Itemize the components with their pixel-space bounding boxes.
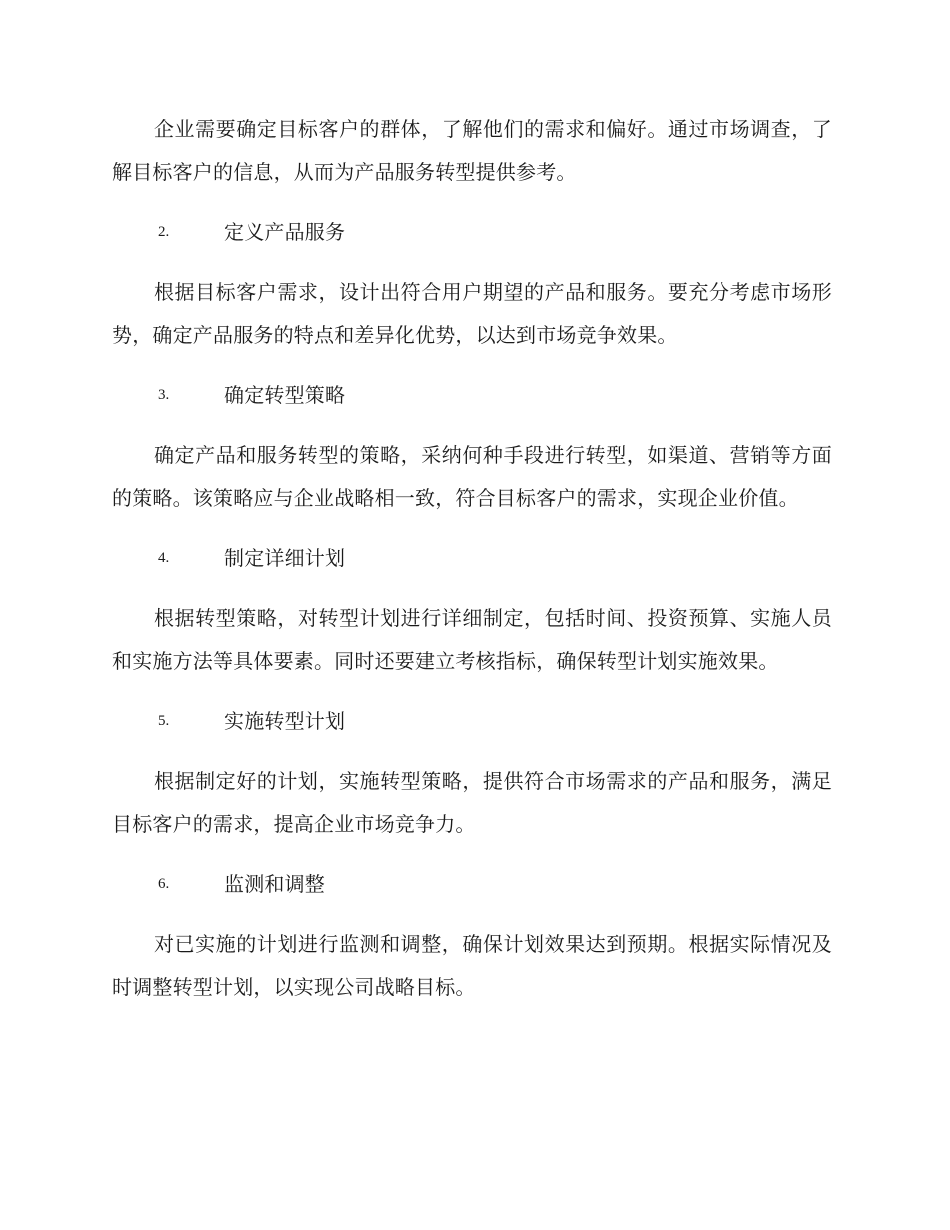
section-heading-6 xyxy=(112,863,832,906)
document-page xyxy=(112,108,832,1009)
section-title: 实施转型计划 xyxy=(224,709,346,733)
section-number: 4. xyxy=(158,550,170,566)
intro-paragraph: 企业需要确定目标客户的群体，了解他们的需求和偏好。通过市场调查，了解目标客户的信息，从而为产品服务转型提供参考。 xyxy=(112,117,832,184)
section-heading-4 xyxy=(112,537,832,580)
section-body-6: 对已实施的计划进行监测和调整，确保计划效果达到预期。根据实际情况及时调整转型计划，以实现公司战略目标。 xyxy=(112,932,832,999)
section-title: 定义产品服务 xyxy=(224,220,346,244)
section-number: 6. xyxy=(158,876,170,892)
section-heading-3 xyxy=(112,374,832,417)
section-body-3: 确定产品和服务转型的策略，采纳何种手段进行转型，如渠道、营销等方面的策略。该策略应与企业战略相一致，符合目标客户的需求，实现企业价值。 xyxy=(112,443,832,510)
section-body-4: 根据转型策略，对转型计划进行详细制定，包括时间、投资预算、实施人员和实施方法等具体要素。同时还要建立考核指标，确保转型计划实施效果。 xyxy=(112,606,832,673)
section-title: 制定详细计划 xyxy=(224,546,346,570)
section-body-2: 根据目标客户需求，设计出符合用户期望的产品和服务。要充分考虑市场形势，确定产品服务的特点和差异化优势，以达到市场竞争效果。 xyxy=(112,280,832,347)
section-number: 5. xyxy=(158,713,170,729)
section-number: 2. xyxy=(158,224,170,240)
section-number: 3. xyxy=(158,387,170,403)
section-heading-2 xyxy=(112,211,832,254)
section-title: 确定转型策略 xyxy=(224,383,346,407)
section-body-5: 根据制定好的计划，实施转型策略，提供符合市场需求的产品和服务，满足目标客户的需求，提高企业市场竞争力。 xyxy=(112,769,832,836)
section-heading-5 xyxy=(112,700,832,743)
section-title: 监测和调整 xyxy=(224,872,325,896)
